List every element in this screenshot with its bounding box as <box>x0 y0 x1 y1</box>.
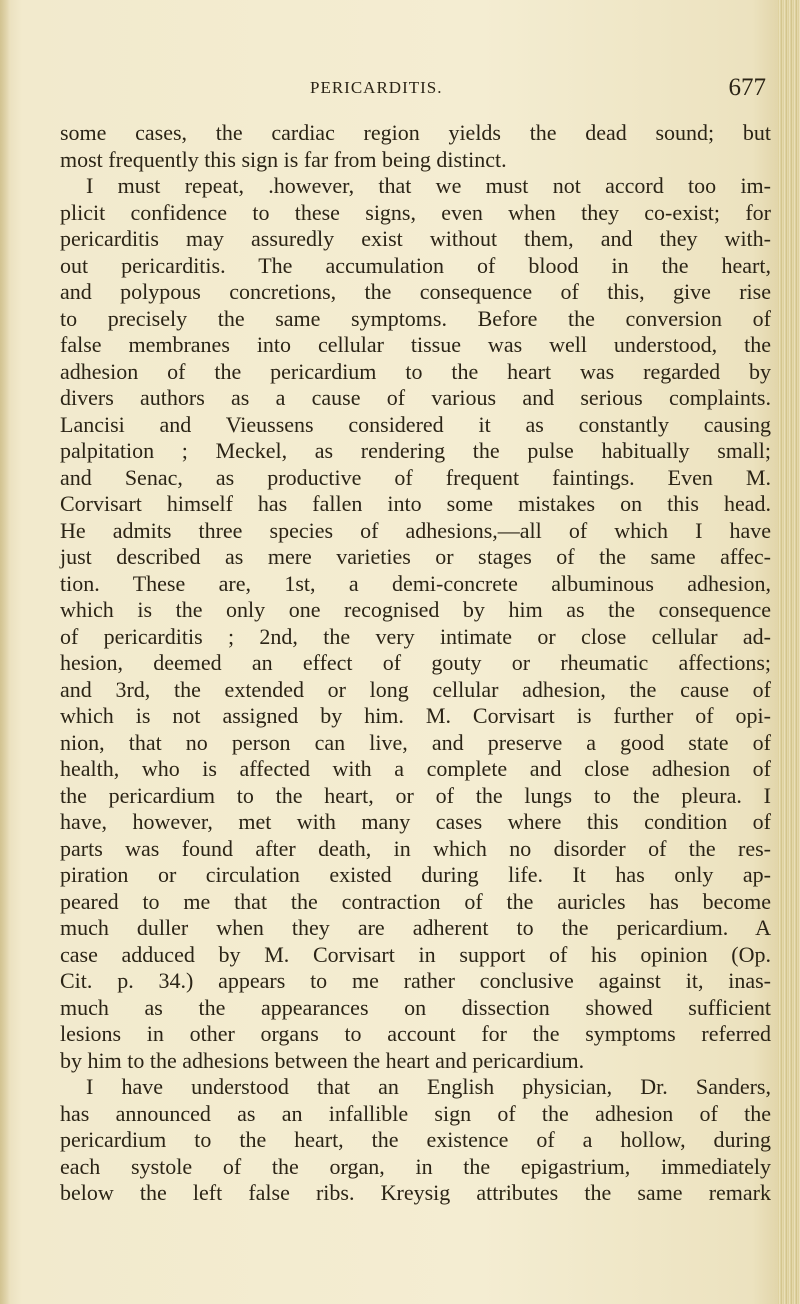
text-line: some cases, the cardiac region yields the dead sound; but <box>60 120 771 145</box>
gutter-shadow <box>0 0 10 1304</box>
text-line: to precisely the same symptoms. Before the conversion of <box>60 305 771 331</box>
text-line: by him to the adhesions between the heart and pericardium. <box>60 1047 585 1073</box>
text-line: of pericarditis ; 2nd, the very intimate or close cellular ad- <box>60 623 771 649</box>
page-number: 677 <box>728 74 766 101</box>
text-line: plicit confidence to these signs, even when they co-exist; for <box>60 199 771 225</box>
page-header <box>60 74 770 106</box>
text-line: piration or circulation existed during life. It has only ap- <box>60 862 771 887</box>
text-line: pericardium to the heart, the existence of a hollow, during <box>60 1127 771 1152</box>
text-line: lesions in other organs to account for the symptoms referred <box>60 1021 771 1046</box>
text-line: out pericarditis. The accumulation of blood in the heart, <box>60 252 771 278</box>
text-line: health, who is affected with a complete and close adhesion of <box>60 756 771 781</box>
text-line: I must repeat, .however, that we must not accord too im- <box>86 173 771 198</box>
text-line: parts was found after death, in which no disorder of the res- <box>60 835 771 861</box>
text-line: below the left false ribs. Kreysig attributes the same remark <box>60 1180 771 1205</box>
text-line: and polypous concretions, the consequence of this, give rise <box>60 279 771 304</box>
text-line: Lancisi and Vieussens considered it as constantly causing <box>60 411 771 437</box>
text-line: have, however, met with many cases where this condition of <box>60 809 771 834</box>
text-line: and 3rd, the extended or long cellular adhesion, the cause of <box>60 676 771 702</box>
text-line: Cit. p. 34.) appears to me rather conclusive against it, inas- <box>60 968 771 993</box>
text-line: which is the only one recognised by him as the consequence <box>60 597 771 622</box>
text-line: palpitation ; Meckel, as rendering the pulse habitually small; <box>60 438 771 463</box>
text-line: much duller when they are adherent to the pericardium. A <box>60 915 771 940</box>
text-line: false membranes into cellular tissue was well understood, the <box>60 332 771 357</box>
text-line: the pericardium to the heart, or of the lungs to the pleura. I <box>60 782 771 808</box>
text-line: adhesion of the pericardium to the heart was regarded by <box>60 358 771 384</box>
text-line: I have understood that an English physician, Dr. Sanders, <box>86 1074 771 1099</box>
text-line: He admits three species of adhesions,—all of which I have <box>60 517 771 543</box>
text-line: case adduced by M. Corvisart in support of his opinion (Op. <box>60 941 771 967</box>
text-line: divers authors as a cause of various and serious complaints. <box>60 385 771 410</box>
text-line: has announced as an infallible sign of the adhesion of the <box>60 1100 771 1126</box>
text-line: much as the appearances on dissection showed sufficient <box>60 994 771 1020</box>
text-line: just described as mere varieties or stages of the same affec- <box>60 544 771 569</box>
text-line: nion, that no person can live, and preserve a good state of <box>60 729 771 755</box>
text-line: Corvisart himself has fallen into some mistakes on this head. <box>60 491 771 516</box>
text-line: pericarditis may assuredly exist without them, and they with- <box>60 226 771 251</box>
text-line: and Senac, as productive of frequent faintings. Even M. <box>60 464 771 490</box>
text-line: which is not assigned by him. M. Corvisart is further of opi- <box>60 703 771 728</box>
text-line: hesion, deemed an effect of gouty or rheumatic affections; <box>60 650 771 675</box>
text-line: peared to me that the contraction of the auricles has become <box>60 888 771 914</box>
text-line: most frequently this sign is far from being distinct. <box>60 146 507 172</box>
body-text <box>60 120 771 1207</box>
running-head: PERICARDITIS. <box>310 78 443 97</box>
text-line: tion. These are, 1st, a demi-concrete albuminous adhesion, <box>60 570 771 596</box>
page-edge <box>778 0 800 1304</box>
text-line: each systole of the organ, in the epigastrium, immediately <box>60 1153 771 1179</box>
